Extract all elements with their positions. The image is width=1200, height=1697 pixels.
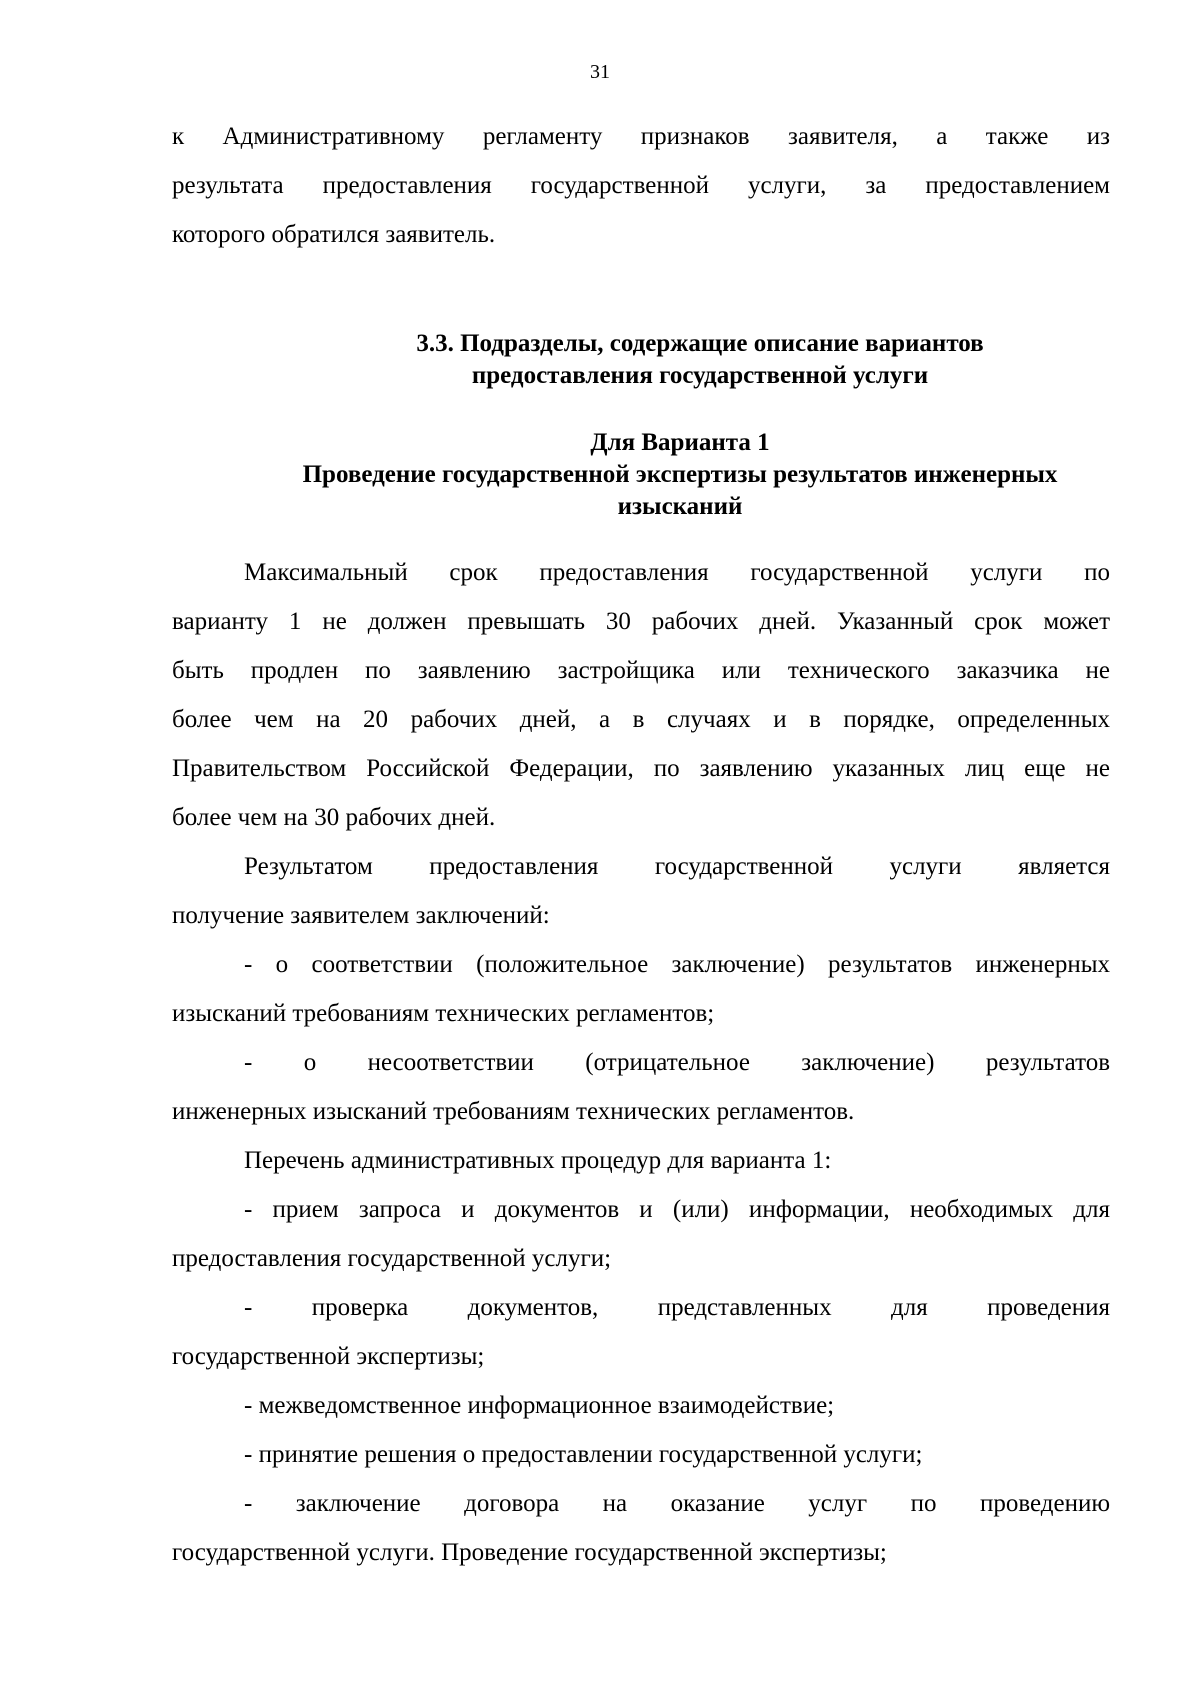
- text-line: - о соответствии (положительное заключение) результатов инженерных: [244, 951, 1110, 978]
- section-heading-line: предоставления государственной услуги: [471, 362, 929, 389]
- text-line: быть продлен по заявлению застройщика или технического заказчика не: [172, 657, 1110, 684]
- text-line: изысканий требованиям технических регламентов;: [172, 1000, 715, 1027]
- text-line: предоставления государственной услуги;: [172, 1245, 612, 1272]
- variant-heading-line: изысканий: [617, 493, 743, 520]
- text-line: варианту 1 не должен превышать 30 рабочих дней. Указанный срок может: [172, 608, 1110, 635]
- section-heading: [300, 328, 1100, 392]
- text-line: инженерных изысканий требованиям технических регламентов.: [172, 1098, 855, 1125]
- text-line: Правительством Российской Федерации, по заявлению указанных лиц еще не: [172, 755, 1110, 782]
- text-line: получение заявителем заключений:: [172, 902, 550, 929]
- text-line: - межведомственное информационное взаимодействие;: [244, 1392, 835, 1419]
- text-line: - прием запроса и документов и (или) информации, необходимых для: [244, 1196, 1110, 1223]
- main-body: [172, 548, 1110, 1577]
- text-line: - заключение договора на оказание услуг по проведению: [244, 1490, 1110, 1517]
- text-line: Максимальный срок предоставления государственной услуги по: [244, 559, 1110, 586]
- text-line: Перечень административных процедур для варианта 1:: [244, 1147, 832, 1174]
- text-line: которого обратился заявитель.: [172, 221, 496, 248]
- text-line: - проверка документов, представленных для проведения: [244, 1294, 1110, 1321]
- text-line: к Административному регламенту признаков заявителя, а также из: [172, 123, 1110, 150]
- text-line: Результатом предоставления государственной услуги является: [244, 853, 1110, 880]
- text-line: более чем на 30 рабочих дней.: [172, 804, 496, 831]
- text-line: более чем на 20 рабочих дней, а в случаях и в порядке, определенных: [172, 706, 1110, 733]
- section-heading-line: 3.3. Подразделы, содержащие описание вариантов: [416, 330, 984, 357]
- variant-heading: [240, 427, 1120, 523]
- text-line: государственной услуги. Проведение государственной экспертизы;: [172, 1539, 887, 1566]
- variant-heading-line: Для Варианта 1: [590, 429, 770, 456]
- variant-heading-line: Проведение государственной экспертизы результатов инженерных: [302, 461, 1058, 488]
- text-line: - о несоответствии (отрицательное заключение) результатов: [244, 1049, 1110, 1076]
- intro-paragraph: [172, 112, 1110, 259]
- page-number: 31: [590, 61, 610, 83]
- text-line: результата предоставления государственной услуги, за предоставлением: [172, 172, 1110, 199]
- text-line: - принятие решения о предоставлении государственной услуги;: [244, 1441, 923, 1468]
- text-line: государственной экспертизы;: [172, 1343, 485, 1370]
